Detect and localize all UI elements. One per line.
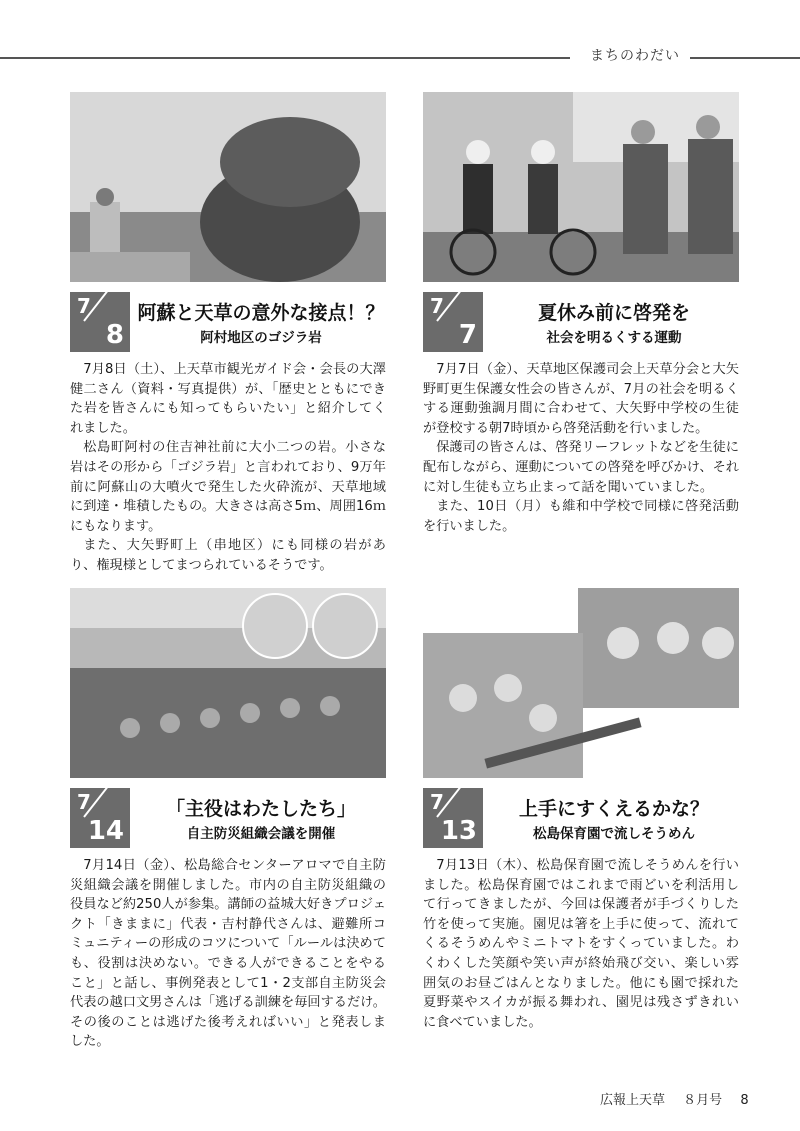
date-badge-7-14 xyxy=(70,788,130,848)
paragraph: 保護司の皆さんは、啓発リーフレットなどを生徒に配布しながら、運動についての啓発を呼びかけ、それに対し生徒も立ち止まって話を聞いていました。 xyxy=(423,440,739,495)
somen-illustration xyxy=(423,588,739,778)
article-subtitle: 松島保育園で流しそうめん xyxy=(533,826,695,842)
paragraph: 7月8日（土）、上天草市観光ガイド会・会長の大澤健二さん（資料・写真提供）が、「歴史とともにできた岩を皆さんにも知ってもらいたい」と紹介してくれました。 xyxy=(70,362,386,436)
article-body xyxy=(423,360,739,536)
date-month: 7 xyxy=(77,790,91,814)
article-title: 「主役はわたしたち」 xyxy=(165,798,356,820)
paragraph: 7月7日（金）、天草地区保護司会上天草分会と大矢野町更生保護女性会の皆さんが、7月の社会を明るくする運動強調月間に合わせて、大矢野中学校の生徒が登校する朝7時頃から啓発活動を行いました。 xyxy=(423,362,739,436)
paragraph: 松島町阿村の住吉神社前に大小二つの岩。小さな岩はその形から「ゴジラ岩」と言われており、9万年前に阿蘇山の大噴火で発生した火砕流が、天草地域に到達・堆積したもの。大きさは高さ5ｍ、周囲16ｍにもなります。 xyxy=(70,440,386,534)
article-body xyxy=(70,856,386,1052)
campaign-illustration xyxy=(423,92,739,282)
article-body xyxy=(423,856,739,1032)
rock-illustration xyxy=(70,92,386,282)
section-label: まちのわだい xyxy=(590,48,680,64)
date-month: 7 xyxy=(430,294,444,318)
date-month: 7 xyxy=(77,294,91,318)
photo-awareness-campaign xyxy=(423,92,739,282)
page-footer xyxy=(600,1089,763,1108)
header-rule-left xyxy=(0,57,570,59)
date-badge-7-13 xyxy=(423,788,483,848)
date-day: 14 xyxy=(87,816,124,846)
page-number: 8 xyxy=(740,1093,749,1108)
article-body xyxy=(70,360,386,576)
article-title: 上手にすくえるかな？ xyxy=(518,798,709,820)
photo-nagashi-somen xyxy=(423,588,739,778)
paragraph: 7月14日（金）、松島総合センターアロマで自主防災組織会議を開催しました。市内の自主防災組織の役員など約250人が参集。講師の益城大好きプロジェクト「きままに」代表・吉村静代さんは、避難所コミュニティーの形成のコツについて「ルールは決めても、役割は決めない。できる人ができることをやること」と話し、事例発表として1・2支部自主防災会代表の越口文男さんは「逃げる訓練を毎回するだけ。その後のことは逃げた後考えればいい」と発表しました。 xyxy=(70,858,386,1050)
paragraph: また、10日（月）も維和中学校で同様に啓発活動を行いました。 xyxy=(423,499,739,534)
date-badge-7-8 xyxy=(70,292,130,352)
meeting-illustration xyxy=(70,588,386,778)
date-badge-7-7 xyxy=(423,292,483,352)
article-title: 夏休み前に啓発を xyxy=(537,302,690,324)
article-subtitle: 自主防災組織会議を開催 xyxy=(186,826,336,842)
photo-disaster-meeting xyxy=(70,588,386,778)
photo-godzilla-rock xyxy=(70,92,386,282)
date-day: 7 xyxy=(458,320,477,350)
article-subtitle: 阿村地区のゴジラ岩 xyxy=(200,330,322,346)
date-day: 13 xyxy=(440,816,477,846)
date-month: 7 xyxy=(430,790,444,814)
article-subtitle: 社会を明るくする運動 xyxy=(546,330,682,346)
article-title: 阿蘇と天草の意外な接点！？ xyxy=(137,302,385,324)
paragraph: また、大矢野町上（串地区）にも同様の岩があり、権現様としてまつられているそうです。 xyxy=(70,538,386,573)
issue-label: ８月号 xyxy=(683,1093,723,1108)
header-rule-right xyxy=(690,57,800,59)
date-day: 8 xyxy=(105,320,124,350)
publication-name: 広報上天草 xyxy=(600,1093,666,1108)
paragraph: 7月13日（木）、松島保育園で流しそうめんを行いました。松島保育園ではこれまで雨どいを利活用して行ってきましたが、今回は保護者が手づくりした竹を使って実施。園児は箸を上手に使って、流れてくるそうめんやミニトマトをすくっていました。わくわくした笑顔や笑い声が終始飛び交い、楽しい雰囲気のお昼ごはんとなりました。他にも園で採れた夏野菜やスイカが振る舞われ、園児は残さずきれいに食べていました。 xyxy=(423,858,739,1030)
